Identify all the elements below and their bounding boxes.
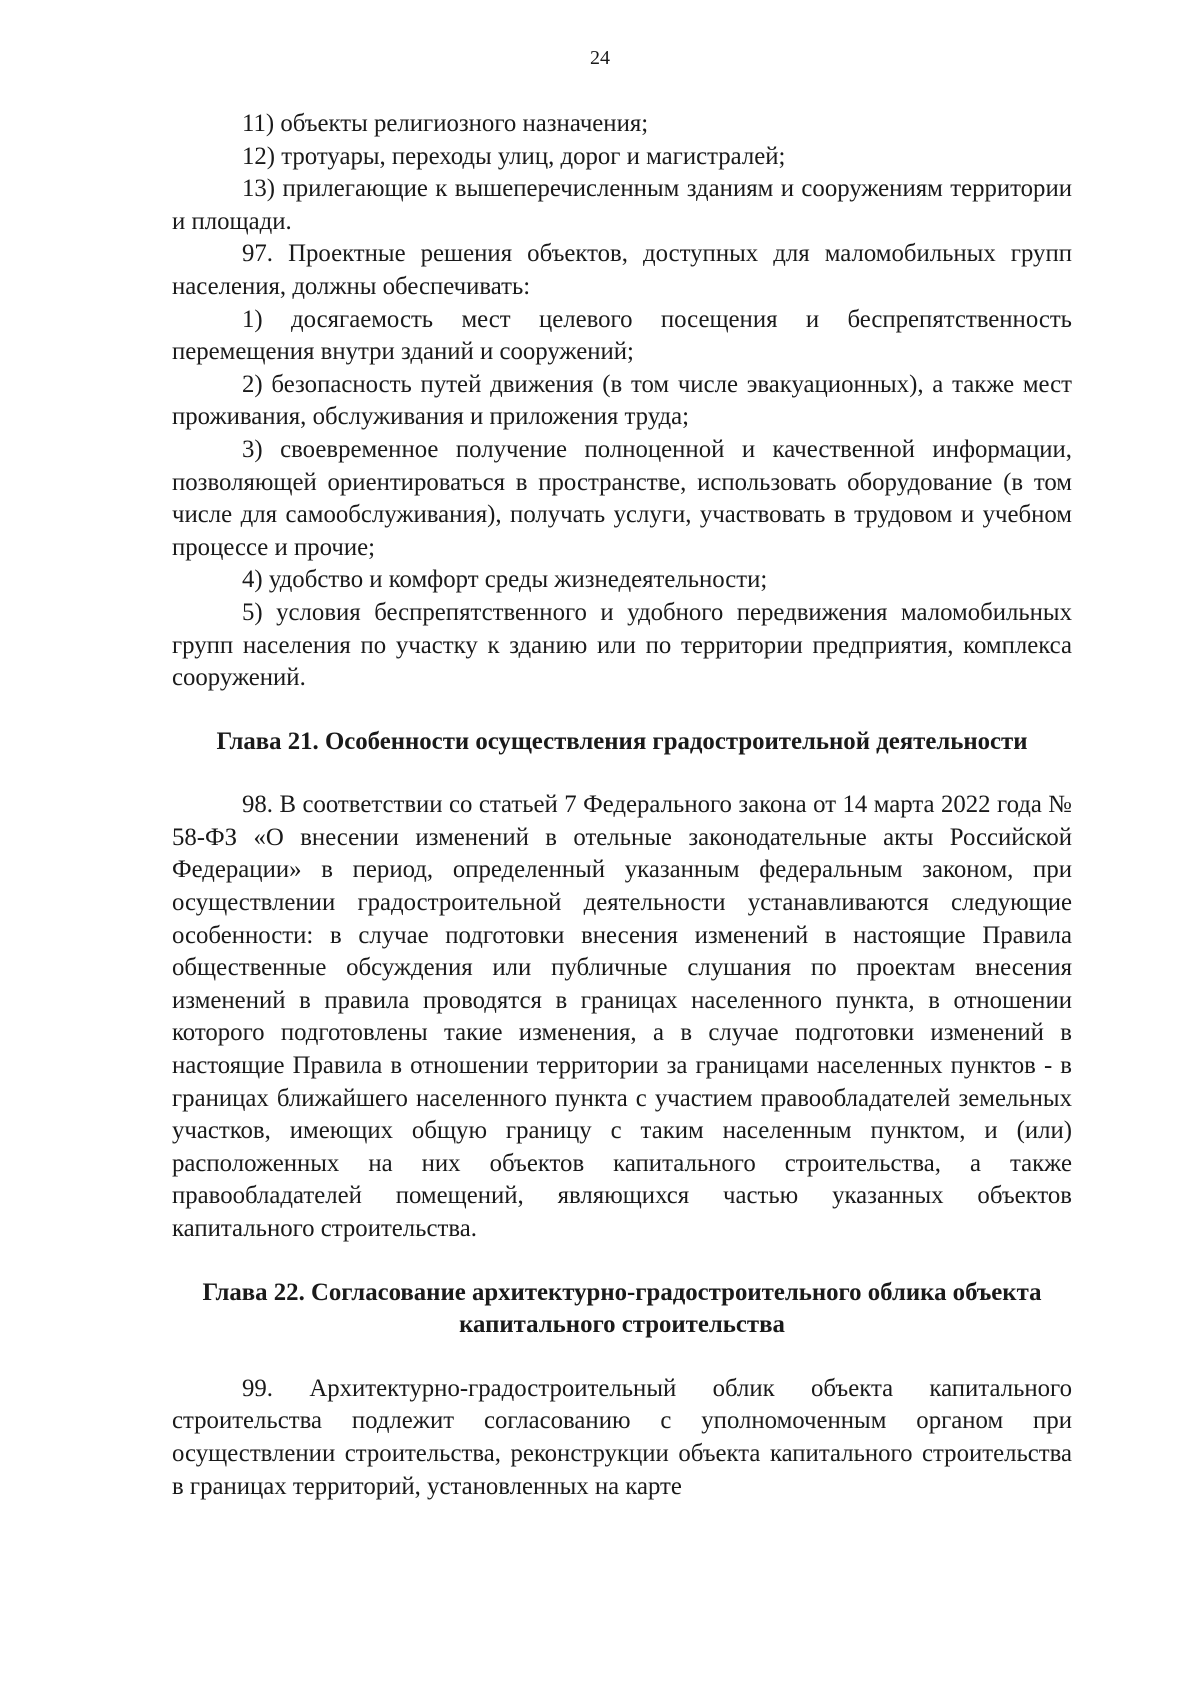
list-item-13: 13) прилегающие к вышеперечисленным зданиям и сооружениям территории и площади. [172, 175, 1072, 235]
paragraph-97-item-2: 2) безопасность путей движения (в том числе эвакуационных), а также мест проживания, обслуживания и приложения труда; [172, 370, 1072, 431]
list-item-12: 12) тротуары, переходы улиц, дорог и магистралей; [242, 142, 786, 170]
paragraph-97-item-1: 1) досягаемость мест целевого посещения и беспрепятственность перемещения внутри зданий и сооружений; [172, 305, 1072, 366]
chapter-22-heading-line1: Глава 22. Согласование архитектурно-градостроительного облика объекта [202, 1278, 1042, 1306]
page-number: 24 [590, 47, 610, 69]
paragraph-97-item-4: 4) удобство и комфорт среды жизнедеятельности; [242, 566, 768, 594]
document-body [172, 108, 1072, 1503]
chapter-22-heading-line2: капитального строительства [459, 1311, 785, 1339]
chapter-22-heading [172, 1277, 1072, 1342]
paragraph-98: 98. В соответствии со статьей 7 Федерального закона от 14 марта 2022 года № 58-ФЗ «О внесении изменений в отельные законодательные акты Российской Федерации» в период, определенный указанным федеральным законом, при осуществлении градостроительной деятельности устанавливаются следующие особенности: в случае подготовки внесения изменений в настоящие Правила общественные обсуждения или публичные слушания по проектам внесения изменений в правила проводятся в границах населенного пункта, в отношении которого подготовлены такие изменения, а в случае подготовки изменений в настоящие Правила в отношении территории за границами населенных пунктов - в границах ближайшего населенного пункта с участием правообладателей земельных участков, имеющих общую границу с таким населенным пунктом, и (или) расположенных на них объектов капитального строительства, а также правообладателей помещений, являющихся частью указанных объектов капитального строительства. [172, 791, 1072, 1242]
paragraph-97-item-3: 3) своевременное получение полноценной и качественной информации, позволяющей ориентироваться в пространстве, использовать оборудование (в том числе для самообслуживания), получать услуги, участвовать в трудовом и учебном процессе и прочие; [172, 435, 1072, 561]
paragraph-97-item-5: 5) условия беспрепятственного и удобного передвижения маломобильных групп населения по участку к зданию или по территории предприятия, комплекса сооружений. [172, 598, 1072, 692]
list-item-11: 11) объекты религиозного назначения; [242, 110, 649, 137]
paragraph-99: 99. Архитектурно-градостроительный облик объекта капитального строительства подлежит согласованию с уполномоченным органом при осуществлении строительства, реконструкции объекта капитального строительства в границах территорий, установленных на карте [172, 1374, 1072, 1500]
paragraph-97: 97. Проектные решения объектов, доступных для маломобильных групп населения, должны обеспечивать: [172, 240, 1072, 300]
chapter-21-heading: Глава 21. Особенности осуществления градостроительной деятельности [216, 727, 1028, 755]
